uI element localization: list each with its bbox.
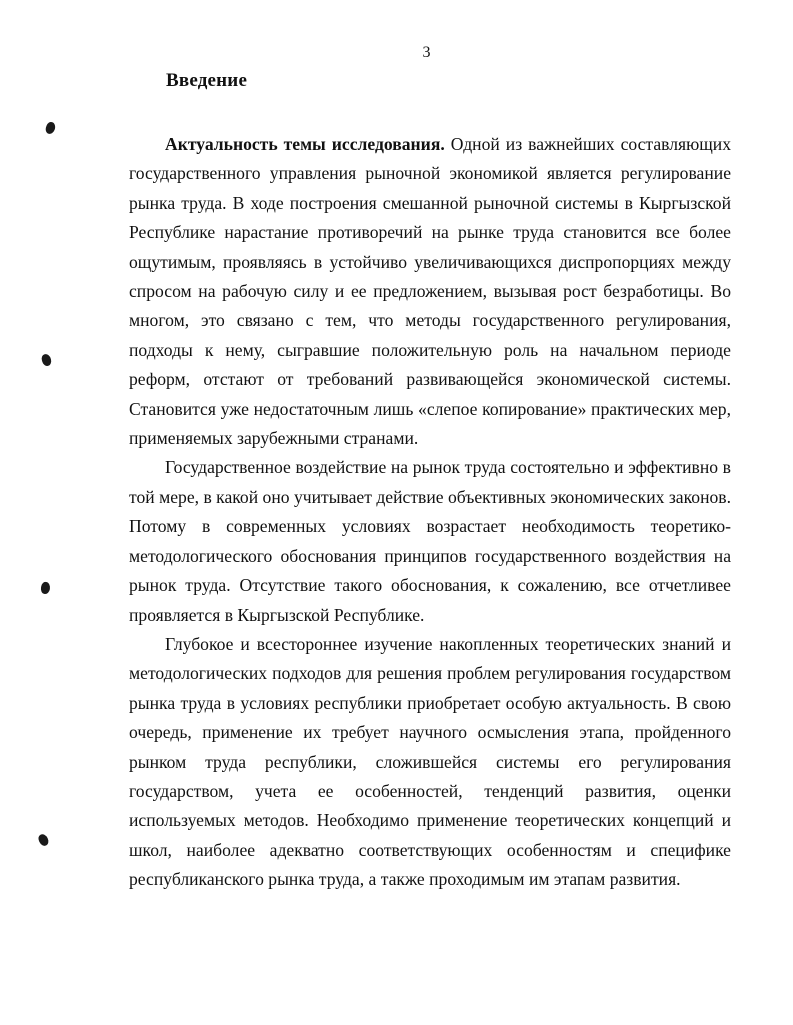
punch-hole-mark: [37, 833, 50, 848]
paragraph-text: Государственное воздействие на рынок труда состоятельно и эффективно в той мере, в какой оно учитывает действие объективных экономических законов. Потому в современных условиях возрастает необходимость теоретико-методологического обоснования принципов государственного воздействия на рынок труда. Отсутствие такого обоснования, к сожалению, все отчетливее проявляется в Кыргызской Республике.: [129, 457, 731, 625]
paragraph: [129, 130, 731, 453]
paragraph: [129, 630, 731, 895]
paragraph: [129, 453, 731, 629]
paragraph-lead: Актуальность темы исследования.: [165, 134, 445, 154]
paragraph-text: Глубокое и всестороннее изучение накопленных теоретических знаний и методологических подходов для решения проблем регулирования государством рынка труда в условиях республики приобретает особую актуальность. В свою очередь, применение их требует научного осмысления этапа, пройденного рынком труда республики, сложившейся системы его регулирования государством, учета ее особенностей, тенденций развития, оценки используемых методов. Необходимо применение теоретических концепций и школ, наиболее адекватно соответствующих особенностям и специфике республиканского рынка труда, а также проходимым им этапам развития.: [129, 633, 731, 890]
punch-hole-mark: [41, 353, 53, 367]
paragraph-text: Одной из важнейших составляющих государственного управления рыночной экономикой является регулирование рынка труда. В ходе построения смешанной рыночной системы в Кыргызской Республике нарастание противоречий на рынке труда становится все более ощутимым, проявляясь в устойчиво увеличивающихся диспропорциях между спросом на рабочую силу и ее предложением, вызывая рост безработицы. Во многом, это связано с тем, что методы государственного регулирования, подходы к нему, сыгравшие положительную роль на начальном периоде реформ, отстают от требований развивающейся экономической системы. Становится уже недостаточным лишь «слепое копирование» практических мер, применяемых зарубежными странами.: [129, 134, 731, 449]
punch-hole-mark: [44, 121, 57, 135]
page-title: Введение: [166, 70, 248, 91]
document-body: [129, 130, 731, 895]
punch-hole-mark: [40, 581, 51, 594]
page-number: 3: [422, 44, 431, 61]
